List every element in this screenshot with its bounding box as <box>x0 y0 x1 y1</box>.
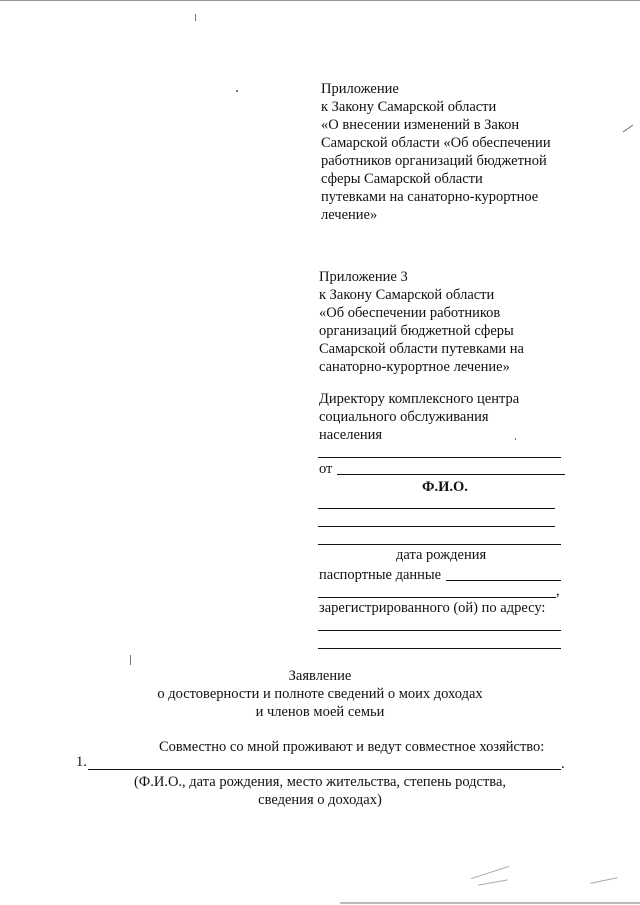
addressee-block <box>319 390 519 444</box>
scan-speck <box>236 90 238 92</box>
addressee-line: Директору комплексного центра <box>319 391 520 407</box>
scan-smudge <box>478 879 508 885</box>
appendix-amending-line: к Закону Самарской области <box>321 99 497 115</box>
from-label: от <box>319 461 333 477</box>
household-member-line[interactable] <box>88 769 561 770</box>
registered-label: зарегистрированного (ой) по адресу: <box>319 600 546 616</box>
scan-speck <box>130 655 131 665</box>
appendix-amending-line: «О внесении изменений в Закон <box>321 117 520 133</box>
blank-line-2[interactable] <box>318 526 555 527</box>
birth-date-caption: дата рождения <box>396 547 487 563</box>
appendix-amending-line: сферы Самарской области <box>321 171 483 187</box>
appendix-amending-line: путевками на санаторно-курортное <box>321 189 539 205</box>
appendix-amending-line: Самарской области «Об обеспечении <box>321 135 551 151</box>
addressee-line: социального обслуживания <box>319 409 489 425</box>
from-blank-line[interactable] <box>337 474 565 475</box>
statement-subtitle-line2: и членов моей семьи <box>255 704 385 720</box>
statement-subtitle-line1: о достоверности и полноте сведений о моих доходах <box>157 686 483 702</box>
scan-speck <box>195 14 196 21</box>
appendix-amending-block <box>321 80 551 224</box>
appendix-3-line: к Закону Самарской области <box>319 287 495 303</box>
item-number: 1. <box>76 754 87 770</box>
household-text: Совместно со мной проживают и ведут совместное хозяйство: <box>159 739 545 755</box>
addressee-blank-line[interactable] <box>318 457 561 458</box>
appendix-3-line: Самарской области путевками на <box>319 341 524 357</box>
passport-comma: , <box>556 583 560 599</box>
appendix-amending-line: Приложение <box>321 81 399 97</box>
appendix-3-line: санаторно-курортное лечение» <box>319 359 510 375</box>
address-blank-line-1[interactable] <box>318 630 561 631</box>
address-blank-line-2[interactable] <box>318 648 561 649</box>
fio-caption: Ф.И.О. <box>422 479 468 495</box>
scan-mark <box>623 125 633 133</box>
blank-line-1[interactable] <box>318 508 555 509</box>
scan-top-edge <box>0 0 640 1</box>
household-caption-line2: сведения о доходах) <box>258 792 382 808</box>
appendix-3-line: организаций бюджетной сферы <box>319 323 514 339</box>
household-caption-line1: (Ф.И.О., дата рождения, место жительства, степень родства, <box>133 774 507 790</box>
statement-title: Заявление <box>288 668 352 684</box>
item-end-period: . <box>561 756 565 772</box>
passport-blank-line-2[interactable] <box>318 597 556 598</box>
passport-blank-line[interactable] <box>446 580 561 581</box>
scan-smudge <box>590 877 618 884</box>
appendix-3-line: Приложение 3 <box>319 269 408 285</box>
scan-bottom-edge <box>340 902 640 904</box>
addressee-line: населения <box>319 427 383 443</box>
appendix-3-block <box>319 268 524 376</box>
scan-smudge <box>471 866 509 879</box>
appendix-amending-line: работников организаций бюджетной <box>321 153 547 169</box>
blank-line-3[interactable] <box>318 544 561 545</box>
passport-label: паспортные данные <box>319 567 442 583</box>
appendix-amending-line: лечение» <box>321 207 378 223</box>
appendix-3-line: «Об обеспечении работников <box>319 305 501 321</box>
